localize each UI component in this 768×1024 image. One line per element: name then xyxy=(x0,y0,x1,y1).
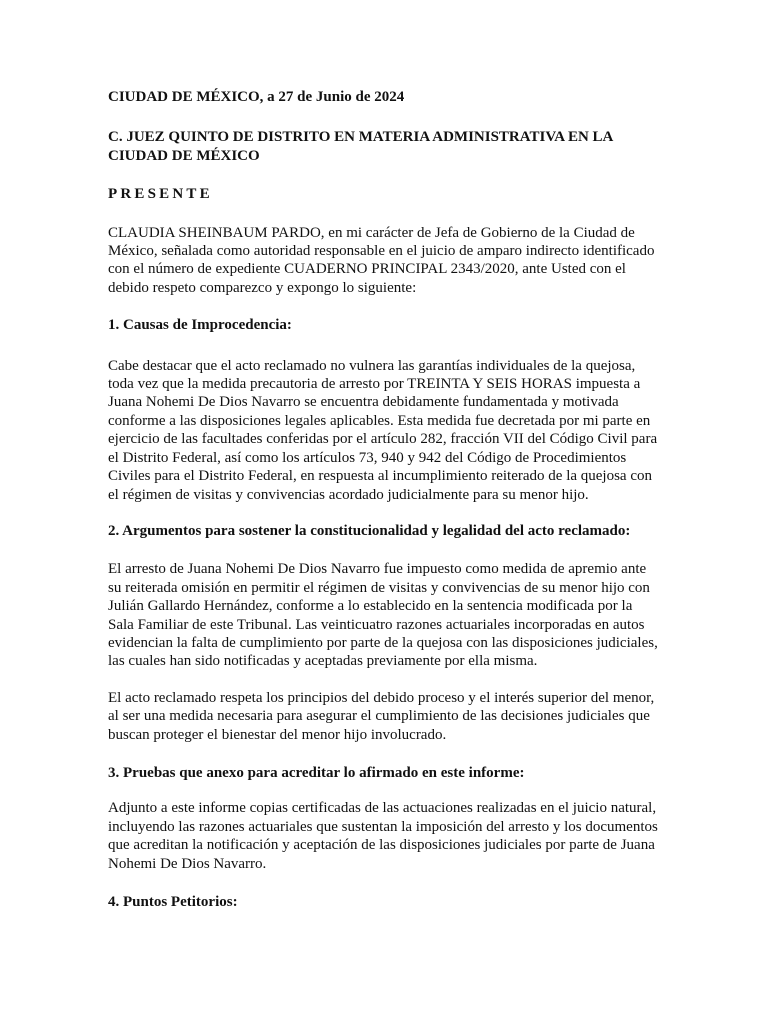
date-line-text: CIUDAD DE MÉXICO, a 27 de Junio de 2024 xyxy=(108,89,405,105)
paragraph-line: Civiles para el Distrito Federal, en respuesta al incumplimiento reiterado de la quejosa con xyxy=(108,468,652,485)
paragraph-line: El arresto de Juana Nohemi De Dios Navarro fue impuesto como medida de apremio ante xyxy=(108,561,647,578)
date-line xyxy=(108,88,668,106)
section-2-paragraph-2 xyxy=(108,689,668,744)
section-heading xyxy=(108,764,668,782)
presente-heading xyxy=(108,185,668,203)
paragraph-line: Sala Familiar de este Tribunal. Las veinticuatro razones actuariales incorporadas en autos xyxy=(108,616,645,633)
addressee-line: C. JUEZ QUINTO DE DISTRITO EN MATERIA ADMINISTRATIVA EN LA xyxy=(108,129,614,146)
section-2-heading: 2. Argumentos para sostener la constitucionalidad y legalidad del acto reclamado: xyxy=(108,522,631,539)
section-2-paragraph-1 xyxy=(108,560,668,670)
paragraph-line: Cabe destacar que el acto reclamado no vulnera las garantías individuales de la quejosa, xyxy=(108,357,636,374)
paragraph-line: buscan proteger el bienestar del menor hijo involucrado. xyxy=(108,726,447,743)
presente-text: PRESENTE xyxy=(108,186,213,203)
section-1-heading: 1. Causas de Improcedencia: xyxy=(108,317,292,334)
section-heading xyxy=(108,893,668,911)
section-1-paragraph xyxy=(108,357,668,504)
intro-paragraph xyxy=(108,224,668,298)
paragraph-line: México, señalada como autoridad responsable en el juicio de amparo indirecto identificado xyxy=(108,243,655,260)
section-heading xyxy=(108,316,668,334)
paragraph-line: incluyendo las razones actuariales que sustentan la imposición del arresto y los documentos xyxy=(108,818,658,835)
paragraph-line: CLAUDIA SHEINBAUM PARDO, en mi carácter de Jefa de Gobierno de la Ciudad de xyxy=(108,224,635,241)
paragraph-line: debido respeto comparezco y expongo lo siguiente: xyxy=(108,279,417,296)
paragraph-line: Julián Gallardo Hernández, conforme a lo establecido en la sentencia modificada por la xyxy=(108,598,633,615)
paragraph-line: El acto reclamado respeta los principios del debido proceso y el interés superior del menor, xyxy=(108,689,655,706)
paragraph-line: ejercicio de las facultades conferidas por el artículo 282, fracción VII del Código Civil para xyxy=(108,431,658,448)
paragraph-line: al ser una medida necesaria para asegurar el cumplimiento de las decisiones judiciales que xyxy=(108,708,650,725)
paragraph-line: su reiterada omisión en permitir el régimen de visitas y convivencias de su menor hijo con xyxy=(108,579,650,596)
paragraph-line: Adjunto a este informe copias certificadas de las actuaciones realizadas en el juicio natural, xyxy=(108,800,657,817)
paragraph-line: el régimen de visitas y convivencias acordado judicialmente para su menor hijo. xyxy=(108,486,589,503)
paragraph-line: que acreditan la notificación y aceptación de las disposiciones judiciales por parte de Juana xyxy=(108,837,655,854)
document-page xyxy=(108,88,668,911)
paragraph-line: toda vez que la medida precautoria de arresto por TREINTA Y SEIS HORAS impuesta a xyxy=(108,376,641,393)
addressee-line: CIUDAD DE MÉXICO xyxy=(108,147,260,164)
section-3-paragraph xyxy=(108,799,668,873)
section-heading xyxy=(108,522,668,540)
section-3-heading: 3. Pruebas que anexo para acreditar lo afirmado en este informe: xyxy=(108,764,525,781)
paragraph-line: evidencian la falta de cumplimiento por parte de la quejosa con las disposiciones judiciales, xyxy=(108,634,658,651)
paragraph-line: con el número de expediente CUADERNO PRINCIPAL 2343/2020, ante Usted con el xyxy=(108,261,626,278)
section-4-heading: 4. Puntos Petitorios: xyxy=(108,894,238,910)
paragraph-line: conforme a las disposiciones legales aplicables. Esta medida fue decretada por mi parte en xyxy=(108,412,651,429)
paragraph-line: Juana Nohemi De Dios Navarro se encuentra debidamente fundamentada y motivada xyxy=(108,394,619,411)
paragraph-line: las cuales han sido notificadas y aceptadas previamente por ella misma. xyxy=(108,653,538,670)
paragraph-line: Nohemi De Dios Navarro. xyxy=(108,855,267,872)
paragraph-line: el Distrito Federal, así como los artículos 73, 940 y 942 del Código de Procedimientos xyxy=(108,449,627,466)
addressee xyxy=(108,128,668,165)
